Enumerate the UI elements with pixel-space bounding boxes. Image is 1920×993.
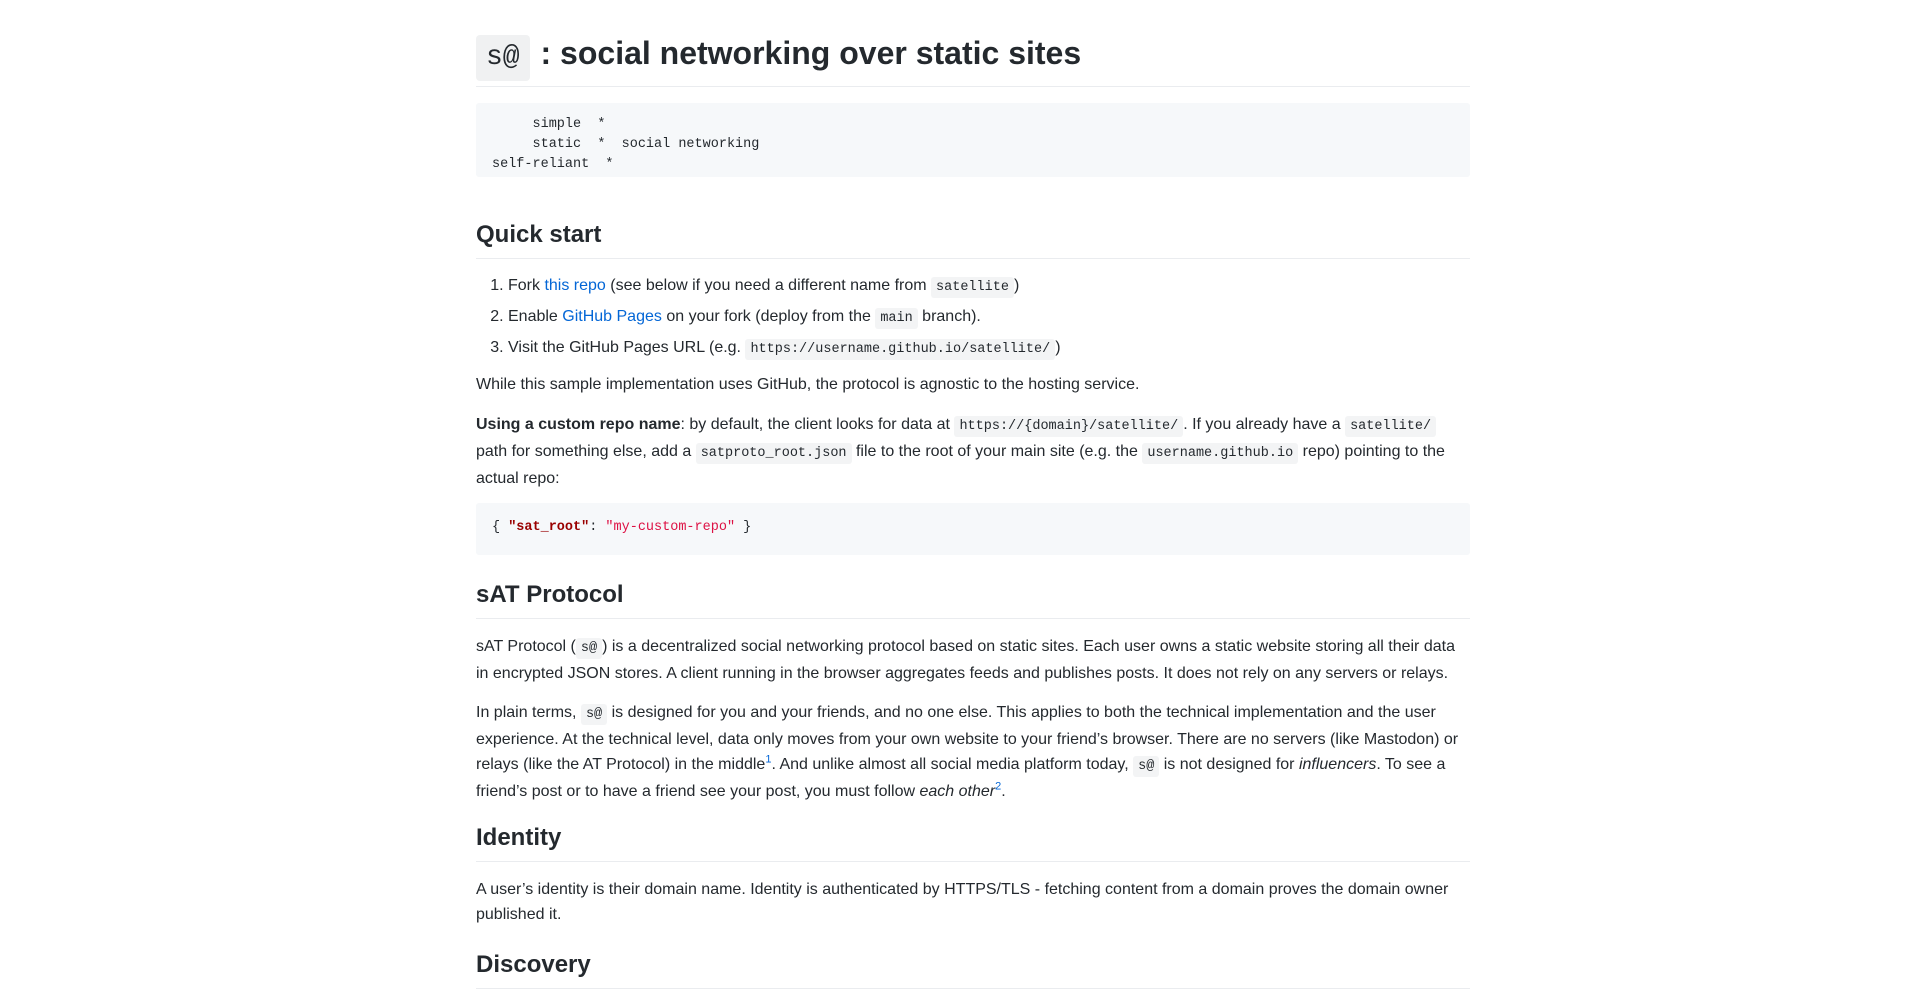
github-pages-link[interactable]: GitHub Pages <box>562 308 662 325</box>
list-item: 3. Visit the GitHub Pages URL (e.g. https://username.github.io/satellite/ ) <box>508 335 1470 362</box>
inline-code: satellite <box>931 277 1014 298</box>
hosting-note: While this sample implementation uses GitHub, the protocol is agnostic to the hosting service. <box>476 376 1140 393</box>
protocol-heading: sAT Protocol <box>476 580 1470 619</box>
custom-repo-paragraph: Using a custom repo name: by default, the client looks for data at https://{domain}/satellite/ . If you already have a satellite/ path for something else, add a satproto_root.json file to the root of your main site (e.g. the username.github.io repo) pointing to the actual repo: <box>476 416 1445 487</box>
footnote-1-link[interactable]: 1 <box>765 753 772 766</box>
list-item: 2. Enable GitHub Pages on your fork (deploy from the main branch). <box>508 304 1470 331</box>
protocol-section <box>476 580 1470 619</box>
protocol-paragraph-2: In plain terms, s@ is designed for you and your friends, and no one else. This applies to both the technical implementation and the user experience. At the technical level, data only moves from your own website to your friend’s browser. There are no servers (like Mastodon) or relays (like the AT Protocol) in the middle$^1$. And unlike almost all social media platform today, s@ is not designed for influencers. To see a friend’s post or to have a friend see your post, you must follow each other$^2$. <box>476 704 1459 800</box>
discovery-heading: Discovery <box>476 950 1470 989</box>
inline-code: main <box>875 308 917 329</box>
intro-code-block: simple * static * social networking self-reliant * <box>476 103 1470 177</box>
inline-code: https://username.github.io/satellite/ <box>745 339 1055 360</box>
protocol-paragraph-1: sAT Protocol ( s@ ) is a decentralized social networking protocol based on static sites. Each user owns a static website storing all their data in encrypted JSON stores. A client running in the browser aggregates feeds and publishes posts. It does not rely on any servers or relays. <box>476 638 1455 682</box>
json-code-block: { "sat_root": "my-custom-repo" } <box>476 503 1470 555</box>
title-code: s@ <box>476 35 530 81</box>
identity-heading: Identity <box>476 823 1470 862</box>
this-repo-link[interactable]: this repo <box>544 277 606 294</box>
discovery-section <box>476 950 1470 989</box>
footnote-2-link[interactable]: 2 <box>995 780 1002 793</box>
quick-start-section <box>476 220 1470 259</box>
identity-section <box>476 823 1470 862</box>
quick-start-heading: Quick start <box>476 220 1470 259</box>
list-item: 1. Fork this repo (see below if you need a different name from satellite ) <box>508 273 1470 300</box>
page-title <box>476 30 1470 87</box>
title-text: : social networking over static sites <box>540 35 1082 71</box>
quick-start-list <box>476 273 1470 362</box>
identity-paragraph: A user’s identity is their domain name. Identity is authenticated by HTTPS/TLS - fetching content from a domain proves the domain owner published it. <box>476 881 1449 923</box>
